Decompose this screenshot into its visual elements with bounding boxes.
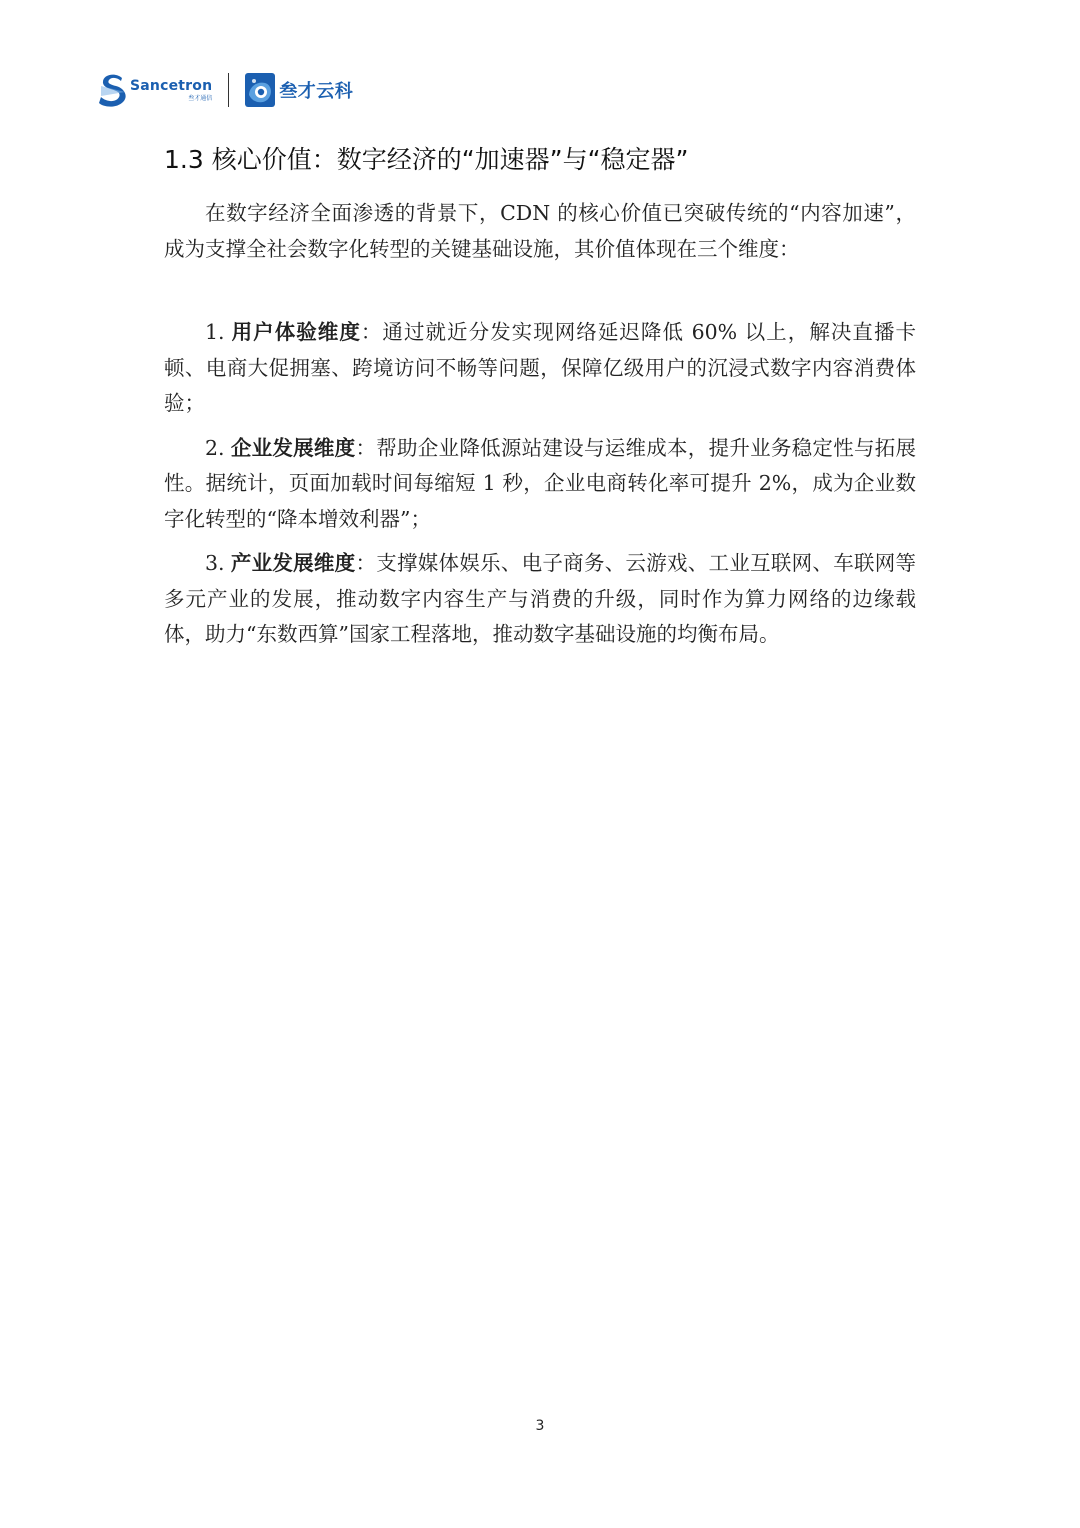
page-content [164, 196, 916, 662]
sancetron-logo [98, 72, 212, 108]
page-number: 3 [535, 1418, 545, 1434]
item-heading: 用户体验维度 [230, 320, 361, 344]
item-text: ：帮助企业降低源站建设与运维成本，提升业务稳定性与拓展性。据统计，页面加载时间每缩短 1 秒，企业电商转化率可提升 2%，成为企业数字化转型的“降本增效利器”； [164, 435, 917, 531]
item-number: 2. [205, 435, 225, 460]
brand-subtitle: 叁才通信 [188, 94, 213, 102]
sancetron-logo-icon [98, 72, 128, 108]
page-header [98, 70, 353, 110]
brand-name: Sancetron [130, 77, 213, 94]
intro-paragraph: 在数字经济全面渗透的背景下，CDN 的核心价值已突破传统的“内容加速”，成为支撑全社会数字化转型的关键基础设施，其价值体现在三个维度： [164, 201, 916, 261]
brand2-name: 叁才云科 [279, 81, 354, 102]
list-item [164, 546, 916, 653]
list-item [164, 431, 916, 538]
item-number: 3. [205, 551, 225, 575]
item-text: ：通过就近分发实现网络延迟降低 60% 以上，解决直播卡顿、电商大促拥塞、跨境访问不畅等问题，保障亿级用户的沉浸式数字内容消费体验； [164, 320, 916, 415]
item-heading: 产业发展维度 [230, 551, 356, 575]
sancai-cloud-logo [245, 73, 353, 107]
value-list [164, 315, 916, 653]
sancai-cloud-logo-icon [245, 73, 275, 107]
header-divider [228, 73, 229, 107]
item-text: ：支撑媒体娱乐、电子商务、云游戏、工业互联网、车联网等多元产业的发展，推动数字内容生产与消费的升级，同时作为算力网络的边缘载体，助力“东数西算”国家工程落地，推动数字基础设施的均衡布局。 [164, 551, 917, 646]
list-item [164, 315, 916, 422]
item-number: 1. [205, 320, 225, 344]
item-heading: 企业发展维度 [230, 435, 356, 460]
section-title: 1.3 核心价值：数字经济的“加速器”与“稳定器” [164, 145, 689, 174]
